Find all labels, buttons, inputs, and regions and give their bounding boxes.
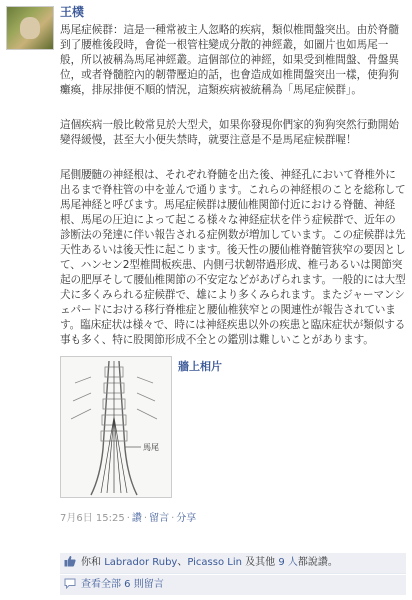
wall-photos-link[interactable]: 牆上相片 <box>178 360 222 373</box>
view-all-comments-label[interactable]: 查看全部 6 則留言 <box>81 579 164 590</box>
author-avatar[interactable] <box>6 6 54 50</box>
post-paragraph-3: 尾側腰髄の神経根は、それぞれ脊髄を出た後、神経孔において脊椎外に出るまで脊柱管の中を並んで通ります。これらの神経根のことを総称して馬尾神経と呼びます。馬尾症候群は腰仙椎関節付近における脊髄、神経根、馬尾の圧迫によって起こる様々な神経症状を伴う症候群で、近年の診断法の発達に伴い報告される症例数が増加しています。この症候群は先天性あるいは後天性に起こります。後天性の腰仙椎脊髄管狭窄の要因として、ハンセン2型椎間板疾患、内側弓状韌帯過形成、椎弓あるいは関節突起の肥厚そして腰仙椎関節の不安定などがあげられます。一般的には大型犬に多くみられる症候群で、雄により多くみられます。またジャーマンシェパードにおける移行脊椎症と腰仙椎狭窄との関連性が報告されています。臨床症状は様々で、時には神経疾患以外の疾患と臨床症状が類似する事も多く、特に股関節形成不全との鑑別は難しいことがあります。 <box>60 169 406 346</box>
liker-picasso-lin[interactable]: Picasso Lin <box>187 557 242 568</box>
like-link[interactable]: 讚 <box>131 513 142 524</box>
post-timestamp[interactable]: 7月6日 15:25 <box>60 513 125 524</box>
other-likers-link[interactable]: 9 人 <box>278 557 298 568</box>
spine-diagram <box>61 357 171 497</box>
likes-prefix: 你和 <box>81 557 105 568</box>
post <box>60 4 406 526</box>
thumbs-up-icon <box>64 555 76 567</box>
liker-labrador-ruby[interactable]: Labrador Ruby <box>104 557 178 568</box>
likes-separator: 、 <box>177 557 188 568</box>
share-link[interactable]: 分享 <box>176 513 197 524</box>
avatar-cat-image <box>20 17 40 39</box>
author-name[interactable]: 王樸 <box>60 5 85 19</box>
comment-link[interactable]: 留言 <box>149 513 170 524</box>
post-paragraph-1: 馬尾症候群：這是一種常被主人忽略的疾病，類似椎間盤突出。由於脊髓到了腰椎後段時，會從一根管柱變成分散的神經叢，如圖片也如馬尾一般，所以被稱為馬尾神經叢。這個部位的神經，如果受到椎間盤、骨盤異位，或者脊髓腔內的韌帶壓迫的話，也會造成如椎間盤突出一樣，使狗狗癱瘓，排尿排便不順的情況，這類疾病被統稱為「馬尾症候群」。 <box>60 24 399 96</box>
likes-suffix: 都說讚。 <box>297 557 338 568</box>
spine-diagram-photo[interactable] <box>60 356 172 498</box>
likes-middle: 及其他 <box>241 557 279 568</box>
post-paragraph-2: 這個疾病一般比較常見於大型犬，如果你發現你們家的狗狗突然行動開始變得緩慢，甚至大小便失禁時，就要注意是不是馬尾症候群喔！ <box>60 119 399 146</box>
photo-attachment <box>60 356 406 504</box>
figure-label: 馬尾 <box>143 443 159 452</box>
likes-bar <box>60 553 406 574</box>
post-meta: 7月6日 15:25 · 讚 · 留言 · 分享 <box>60 513 197 524</box>
view-all-comments[interactable] <box>60 575 406 595</box>
comment-bubble-icon <box>64 578 76 589</box>
